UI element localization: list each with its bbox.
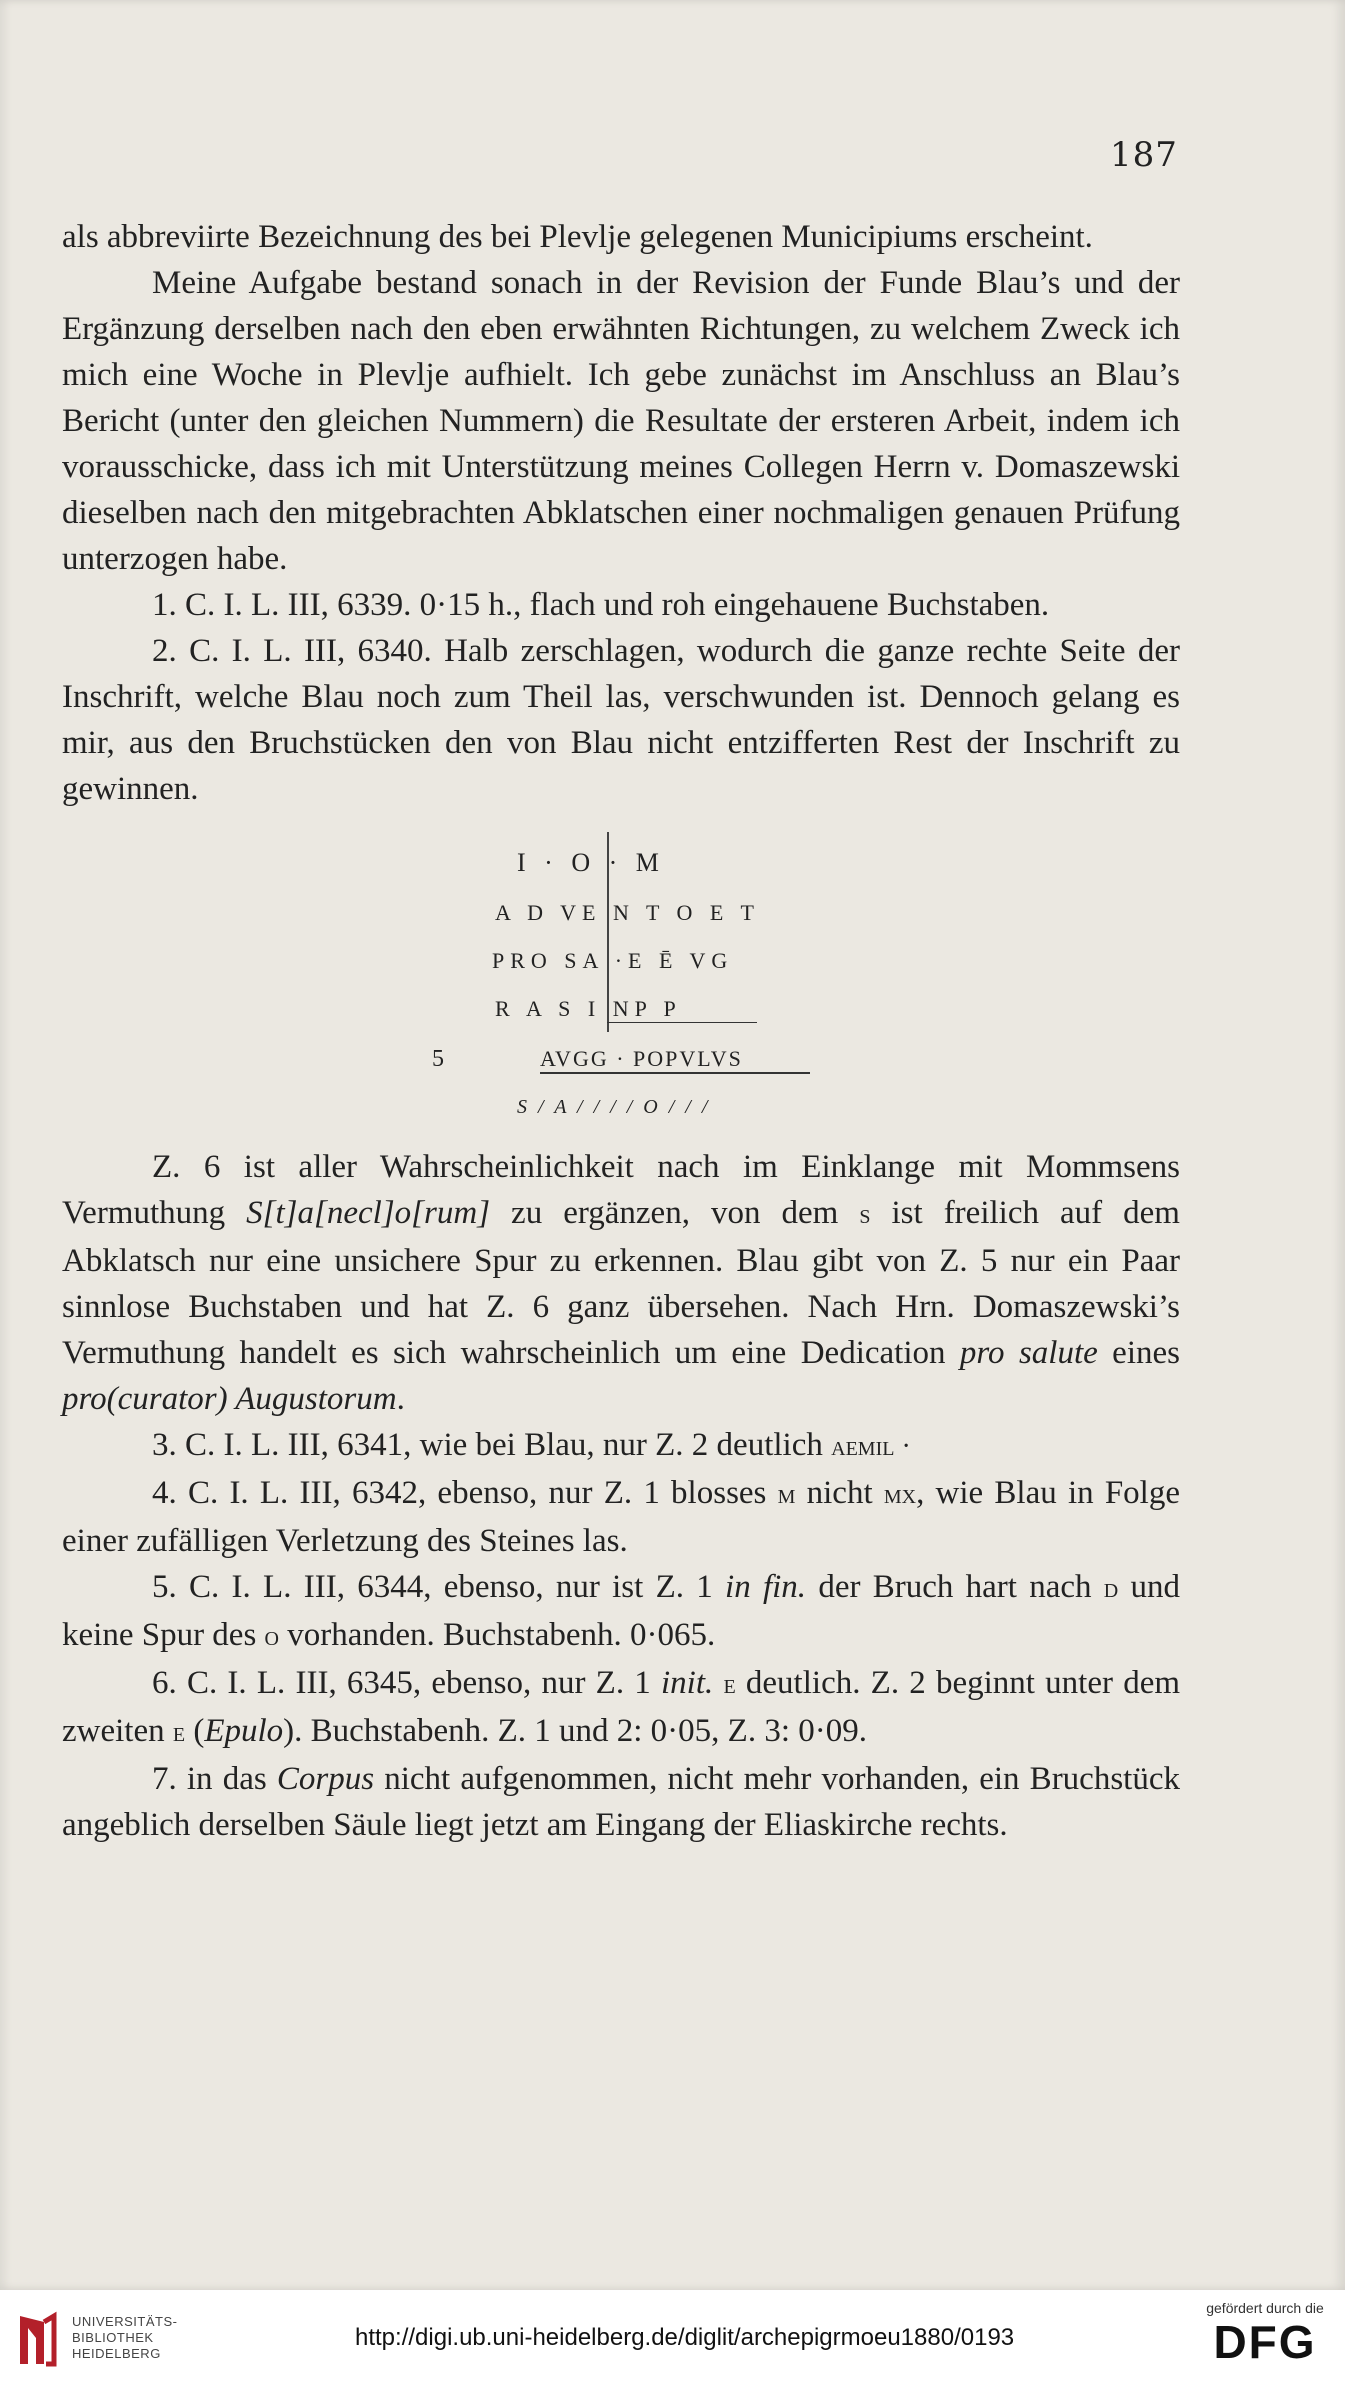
italic-run: Epulo <box>204 1713 284 1749</box>
paragraph: 1. C. I. L. III, 6339. 0·15 h., flach und roh eingehauene Buchstaben. <box>152 587 1050 623</box>
inscription-break-line <box>607 832 609 1032</box>
text-run: 5. C. I. L. III, 6344, ebenso, nur ist Z. 1 <box>152 1569 726 1605</box>
italic-run: pro(curator) Augustorum <box>62 1381 397 1417</box>
text-run: nicht <box>795 1475 884 1511</box>
inscription-rule <box>607 1022 757 1023</box>
logo-text <box>72 2314 177 2362</box>
logo-line: HEIDELBERG <box>72 2346 161 2361</box>
inscription-line: S / A / / / / O / / / <box>517 1096 711 1118</box>
paragraph: Meine Aufgabe bestand sonach in der Revision der Funde Blau’s und der Ergänzung derselben nach den eben erwähnten Richtungen, zu welchem Zweck ich mich eine Woche in Plevlje aufhielt. Ich gebe zunächst im Anschluss an Blau’s Bericht (unter den gleichen Nummern) die Resultate der ersteren Arbeit, indem ich vorausschicke, dass ich mit Unterstützung meines Collegen Herrn v. Domaszewski dieselben nach den mitgebrachten Abklatschen einer nochmaligen genauen Prüfung unterzogen habe. <box>62 265 1180 577</box>
inscription-line: I · O · M <box>517 848 665 877</box>
text-run: 7. in das <box>152 1761 277 1797</box>
italic-run: Corpus <box>276 1761 375 1797</box>
smallcaps-run: o <box>264 1621 279 1652</box>
text-run: ). Buchstabenh. Z. 1 und 2: 0·05, Z. 3: 0·09. <box>283 1713 867 1749</box>
text-run: 3. C. I. L. III, 6341, wie bei Blau, nur Z. 2 deutlich <box>152 1427 832 1463</box>
text-run: und keine Spur des <box>62 1569 1181 1653</box>
paragraph: als abbreviirte Bezeichnung des bei Plevlje gelegenen Municipiums erscheint. <box>62 219 1093 255</box>
university-library-logo[interactable] <box>14 2308 214 2372</box>
list-item <box>62 1564 1180 1660</box>
italic-run: pro salute <box>959 1335 1098 1371</box>
smallcaps-run: m <box>777 1479 796 1510</box>
text-run: ist freilich auf dem Abklatsch nur eine unsichere Spur zu erkennen. Blau gibt von Z. 5 nur ein Paar sinnlose Buchstaben und hat Z. 6 ganz übersehen. Nach Hrn. Domaszewski’s Vermuthung handelt es sich wahrscheinlich um eine Dedication <box>62 1195 1180 1371</box>
logo-line: UNIVERSITÄTS- <box>72 2314 178 2329</box>
smallcaps-run: s <box>859 1199 871 1230</box>
body-text <box>62 214 1180 1848</box>
smallcaps-run: d <box>1103 1573 1119 1604</box>
list-item <box>62 1422 1180 1470</box>
italic-run: init. <box>661 1665 714 1701</box>
text-run: der Bruch hart nach <box>806 1569 1104 1605</box>
paragraph: 2. C. I. L. III, 6340. Halb zerschlagen, wodurch die ganze rechte Seite der Inschrift, welche Blau noch zum Theil las, verschwunden ist. Dennoch gelang es mir, aus den Bruchstücken den von Blau nicht entzifferten Rest der Inschrift zu gewinnen. <box>62 633 1180 807</box>
inscription-line: PRO SA ·E Ē VG <box>492 948 734 973</box>
text-run: deutlich. Z. 2 beginnt unter dem zweiten <box>62 1665 1181 1749</box>
funded-by-label: gefördert durch die <box>1206 2300 1324 2316</box>
inscription-line: AVGG · POPVLVS <box>540 1046 743 1071</box>
paragraph-z6 <box>62 1144 1180 1422</box>
smallcaps-run: mx <box>883 1479 917 1510</box>
text-run: . <box>396 1381 405 1417</box>
text-run: 4. C. I. L. III, 6342, ebenso, nur Z. 1 blosses <box>152 1475 778 1511</box>
text-run: , wie Blau in Folge einer zufälligen Verletzung des Steines las. <box>62 1475 1180 1559</box>
inscription-rule <box>540 1072 810 1074</box>
inscription-line-number: 5 <box>432 1046 444 1072</box>
logo-line: BIBLIOTHEK <box>72 2330 154 2345</box>
ub-heidelberg-icon <box>14 2308 60 2372</box>
list-item <box>62 1660 1180 1756</box>
text-run: vorhanden. Buchstabenh. 0·065. <box>279 1617 716 1653</box>
text-run: zu ergänzen, von dem <box>490 1195 860 1231</box>
smallcaps-run: e <box>172 1717 186 1748</box>
italic-run: in fin. <box>725 1569 807 1605</box>
footer-bar <box>0 2290 1345 2385</box>
dfg-logo[interactable] <box>1195 2300 1335 2368</box>
text-run <box>713 1665 723 1701</box>
smallcaps-run: aemil · <box>831 1431 911 1462</box>
list-item <box>62 1756 1180 1848</box>
text-run: eines <box>1097 1335 1180 1371</box>
text-run: ( <box>185 1713 205 1749</box>
inscription-line: A D VE N T O E T <box>495 900 760 925</box>
list-item <box>62 1470 1180 1564</box>
italic-run: S[t]a[necl]o[rum] <box>246 1195 491 1231</box>
text-run: nicht aufgenommen, nicht mehr vorhanden, ein Bruchstück angeblich derselben Säule liegt jetzt am Eingang der Eliaskirche rechts. <box>62 1761 1180 1843</box>
source-url-link[interactable]: http://digi.ub.uni-heidelberg.de/diglit/archepigrmoeu1880/0193 <box>355 2324 1015 2351</box>
text-run: Z. 6 ist aller Wahrscheinlichkeit nach im Einklange mit Mommsens Vermuthung <box>62 1149 1180 1231</box>
text-run: 6. C. I. L. III, 6345, ebenso, nur Z. 1 <box>152 1665 661 1701</box>
smallcaps-run: e <box>723 1669 736 1700</box>
page-number: 187 <box>1110 135 1178 175</box>
dfg-wordmark: DFG <box>1213 2316 1317 2368</box>
inscription-line: R A S I NP P <box>495 996 682 1021</box>
inscription-figure <box>62 832 1180 1132</box>
